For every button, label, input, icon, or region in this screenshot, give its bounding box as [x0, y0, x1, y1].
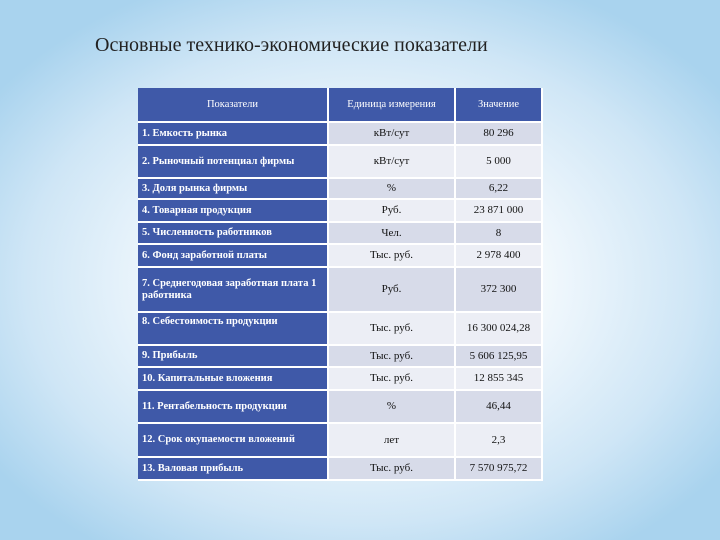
row-value: 5 000: [456, 146, 543, 179]
row-name: 12. Срок окупаемости вложений: [138, 424, 329, 458]
table-header-row: [138, 88, 543, 123]
row-value: 16 300 024,28: [456, 313, 543, 346]
row-value: 5 606 125,95: [456, 346, 543, 368]
row-unit: кВт/сут: [329, 123, 456, 146]
row-unit: Тыс. руб.: [329, 245, 456, 268]
row-value: 8: [456, 223, 543, 245]
table-row: [138, 346, 543, 368]
row-name: 10. Капитальные вложения: [138, 368, 329, 391]
row-value: 23 871 000: [456, 200, 543, 223]
row-name: 8. Себестоимость продукции: [138, 313, 329, 346]
row-name: 13. Валовая прибыль: [138, 458, 329, 481]
header-unit: Единица измерения: [329, 88, 456, 123]
row-unit: кВт/сут: [329, 146, 456, 179]
row-value: 2 978 400: [456, 245, 543, 268]
header-indicators: Показатели: [138, 88, 329, 123]
row-value: 7 570 975,72: [456, 458, 543, 481]
row-name: 11. Рентабельность продукции: [138, 391, 329, 424]
row-unit: Тыс. руб.: [329, 346, 456, 368]
row-name: 4. Товарная продукция: [138, 200, 329, 223]
table-row: [138, 223, 543, 245]
row-unit: Чел.: [329, 223, 456, 245]
row-unit: Тыс. руб.: [329, 458, 456, 481]
table-row: [138, 368, 543, 391]
row-name: 6. Фонд заработной платы: [138, 245, 329, 268]
slide-title: Основные технико-экономические показатели: [95, 34, 488, 56]
row-value: 6,22: [456, 179, 543, 200]
row-value: 80 296: [456, 123, 543, 146]
table-row: [138, 146, 543, 179]
row-name: 3. Доля рынка фирмы: [138, 179, 329, 200]
row-unit: Руб.: [329, 268, 456, 313]
table-row: [138, 268, 543, 313]
row-unit: Тыс. руб.: [329, 313, 456, 346]
row-value: 12 855 345: [456, 368, 543, 391]
table-row: [138, 313, 543, 346]
table-row: [138, 245, 543, 268]
row-unit: %: [329, 179, 456, 200]
row-value: 46,44: [456, 391, 543, 424]
row-name: 1. Емкость рынка: [138, 123, 329, 146]
row-name: 2. Рыночный потенциал фирмы: [138, 146, 329, 179]
row-unit: %: [329, 391, 456, 424]
header-value: Значение: [456, 88, 543, 123]
row-name: 7. Среднегодовая заработная плата 1 работника: [138, 268, 329, 313]
row-unit: лет: [329, 424, 456, 458]
indicators-table: [138, 88, 543, 481]
table-row: [138, 458, 543, 481]
row-name: 9. Прибыль: [138, 346, 329, 368]
table-row: [138, 424, 543, 458]
table-row: [138, 200, 543, 223]
row-value: 2,3: [456, 424, 543, 458]
row-unit: Тыс. руб.: [329, 368, 456, 391]
table-row: [138, 391, 543, 424]
row-unit: Руб.: [329, 200, 456, 223]
row-value: 372 300: [456, 268, 543, 313]
row-name: 5. Численность работников: [138, 223, 329, 245]
table-row: [138, 123, 543, 146]
table-row: [138, 179, 543, 200]
